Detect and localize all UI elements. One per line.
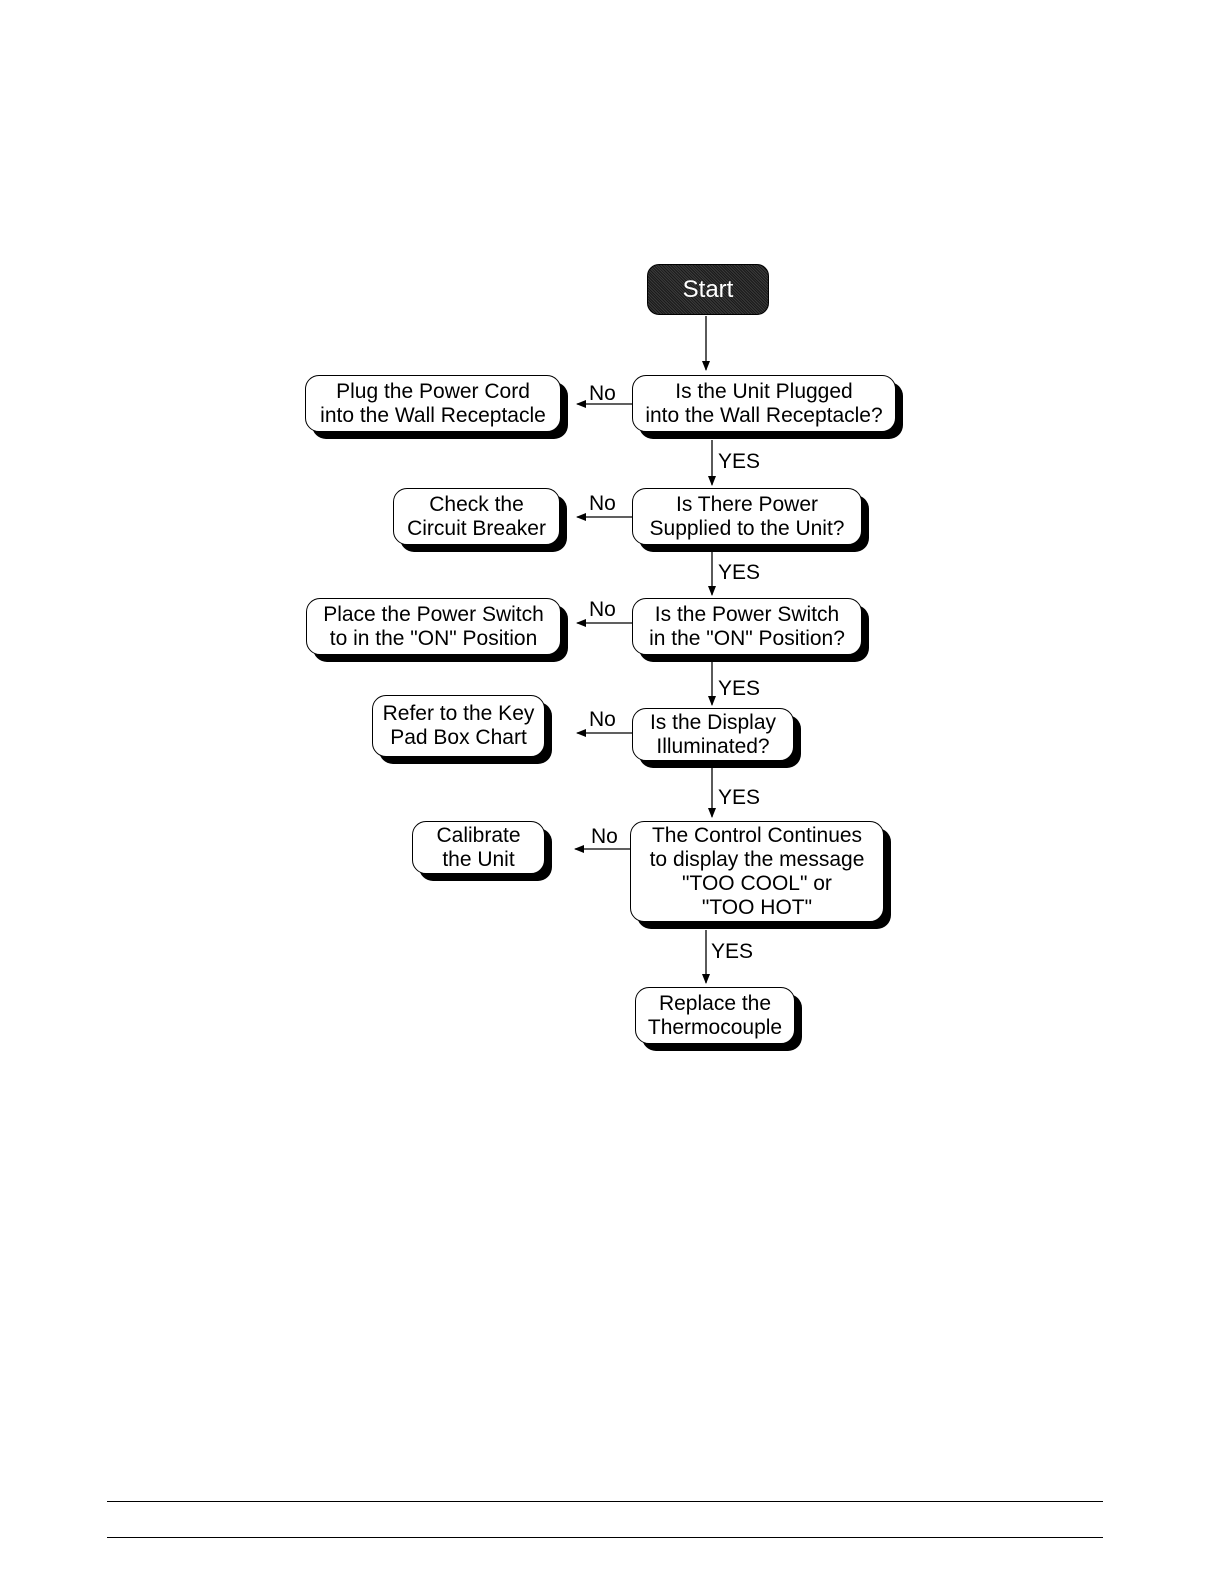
question-box-line: Is the Display [649,710,777,734]
question-box-power-supplied [632,488,862,545]
action-box-place-power-switch [306,598,561,655]
action-box-line: Calibrate [436,823,521,847]
footer-rule-top [107,1501,1103,1502]
yes-label: YES [718,561,761,584]
question-box-line: in the "ON" Position? [649,626,845,650]
action-box-line: into the Wall Receptacle [320,403,546,427]
final-box-line: Replace the [658,991,772,1015]
question-box-unit-plugged [632,375,896,432]
question-box-line: The Control Continues [651,823,863,847]
action-box-line: Check the [429,492,524,516]
yes-label: YES [711,940,754,963]
question-box-line: into the Wall Receptacle? [645,403,883,427]
question-box-line: to display the message [649,847,865,871]
action-box-line: Plug the Power Cord [336,379,530,403]
question-box-line: "TOO HOT" [701,895,813,919]
action-box-line: Refer to the Key [382,702,535,725]
action-box-line: the Unit [442,847,515,871]
action-box-line: Circuit Breaker [407,516,546,540]
yes-label: YES [718,786,761,809]
no-label: No [591,825,618,848]
question-box-line: Is the Unit Plugged [675,379,853,403]
action-box-plug-power-cord [305,375,561,432]
final-box-line: Thermocouple [647,1015,783,1039]
yes-label: YES [718,450,761,473]
question-box-line: Illuminated? [656,734,770,758]
question-box-line: "TOO COOL" or [682,871,832,895]
action-box-line: Pad Box Chart [390,726,527,749]
action-box-key-pad-chart [372,695,545,757]
action-box-line: Place the Power Switch [323,602,544,626]
question-box-control-message [630,821,884,922]
footer-rule-bottom [107,1537,1103,1538]
action-box-calibrate [412,821,545,874]
question-box-line: Supplied to the Unit? [649,516,845,540]
yes-label: YES [718,677,761,700]
question-box-power-switch [632,598,862,655]
question-box-line: Is the Power Switch [654,602,840,626]
no-label: No [589,708,616,731]
start-terminator: Start [647,264,769,315]
no-label: No [589,382,616,405]
question-box-display-illuminated [632,708,794,761]
action-box-line: to in the "ON" Position [329,626,538,650]
action-box-check-breaker [393,488,560,545]
final-box-replace-thermocouple [635,987,795,1044]
question-box-line: Is There Power [675,492,818,516]
no-label: No [589,492,616,515]
no-label: No [589,598,616,621]
